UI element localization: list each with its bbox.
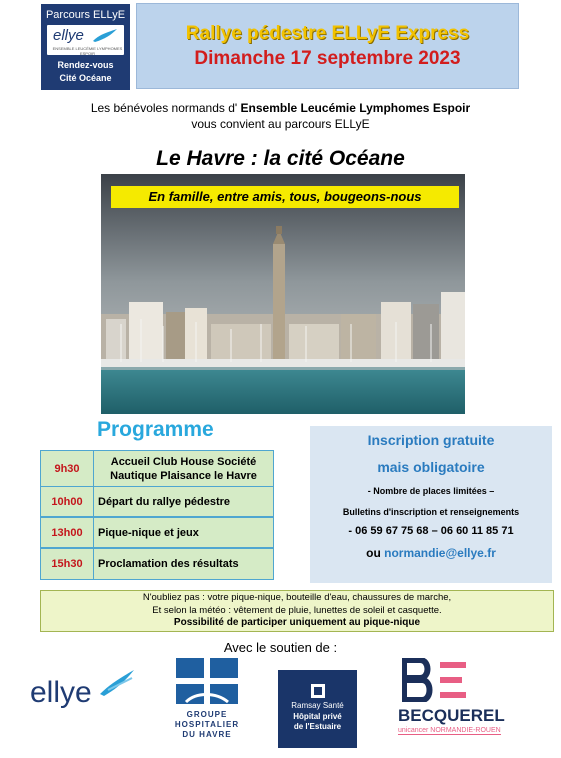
- phone-numbers: - 06 59 67 75 68 – 06 60 11 85 71: [348, 525, 514, 537]
- email-line: [310, 546, 552, 560]
- notes-line-2: Et selon la météo : vêtement de pluie, lunettes de soleil et casquette.: [152, 604, 442, 616]
- intro-prefix: Les bénévoles normands d': [90, 101, 241, 115]
- association-name: Ensemble Leucémie Lymphomes Espoir: [240, 101, 471, 115]
- ramsay-sante-logo: [278, 670, 357, 748]
- notes-line-3: Possibilité de participer uniquement au pique-nique: [173, 617, 421, 628]
- programme-label: Accueil Club House Société Nautique Plaisance le Havre: [110, 455, 257, 482]
- inscription-box: [310, 426, 552, 583]
- becquerel-subline: unicancer NORMANDIE-ROUEN: [398, 727, 501, 734]
- ghh-mark-icon: [176, 658, 238, 704]
- city-title: Le Havre : la cité Océane: [156, 147, 405, 170]
- inscription-title-2: mais obligatoire: [377, 459, 485, 475]
- ramsay-square-icon: [311, 684, 325, 698]
- programme-row: [40, 517, 274, 548]
- ghh-line-1: GROUPE: [186, 710, 228, 719]
- programme-row: [40, 548, 274, 580]
- programme-time: 9h30: [41, 451, 94, 486]
- ramsay-hospital-line-2: de l'Estuaire: [293, 721, 342, 731]
- programme-label: Pique-nique et jeux: [98, 526, 199, 539]
- support-title: Avec le soutien de :: [223, 640, 338, 655]
- brand-block: [41, 4, 130, 90]
- programme-label: Proclamation des résultats: [98, 558, 239, 570]
- event-title: Rallye pédestre ELLyE Express: [185, 23, 470, 44]
- programme-label: Départ du rallye pédestre: [98, 495, 231, 508]
- email-link[interactable]: normandie@ellye.fr: [384, 546, 496, 560]
- groupe-hospitalier-logo: [168, 658, 246, 756]
- brand-line-1: Rendez-vous: [57, 60, 114, 70]
- ghh-line-3: DU HAVRE: [182, 730, 232, 739]
- ellye-logo-word: ellye: [53, 27, 84, 44]
- event-date: Dimanche 17 septembre 2023: [194, 48, 461, 69]
- ramsay-hospital-line-1: Hôpital privé: [293, 712, 342, 721]
- ellye-sponsor-logo: [30, 668, 135, 714]
- bird-icon: [98, 668, 136, 698]
- email-prefix: ou: [366, 546, 385, 560]
- ghh-line-2: HOSPITALIER: [174, 720, 240, 729]
- programme-time: 13h00: [41, 518, 94, 547]
- programme-title: Programme: [97, 418, 214, 441]
- intro-line-1: [0, 101, 561, 115]
- slogan-banner: En famille, entre amis, tous, bougeons-nous: [111, 186, 459, 208]
- ramsay-name: Ramsay Santé: [291, 701, 344, 710]
- brand-line-2: Cité Océane: [59, 73, 112, 83]
- notes-line-1: N'oubliez pas : votre pique-nique, bouteille d'eau, chaussures de marche,: [142, 592, 452, 603]
- reminder-notes: [40, 590, 554, 632]
- intro-line-2: vous convient au parcours ELLyE: [191, 117, 370, 131]
- ellye-logo: [47, 25, 124, 55]
- becquerel-name: BECQUEREL: [398, 706, 505, 725]
- programme-time: 15h30: [41, 549, 94, 579]
- event-title-box: [136, 3, 519, 89]
- programme-time: 10h00: [41, 487, 94, 516]
- programme-row: [40, 486, 274, 517]
- places-limited-note: - Nombre de places limitées –: [367, 486, 495, 496]
- programme-row: [40, 450, 274, 487]
- ellye-sponsor-word: ellye: [30, 676, 92, 709]
- bulletins-note: Bulletins d'inscription et renseignements: [342, 507, 520, 517]
- becquerel-logo: [398, 658, 522, 748]
- ellye-logo-tagline: ENSEMBLE LEUCÉMIE LYMPHOMES ESPOIR: [52, 46, 123, 56]
- bird-icon: [91, 27, 119, 43]
- inscription-title-1: Inscription gratuite: [367, 432, 495, 448]
- be-mark-icon: [402, 658, 472, 702]
- le-havre-harbour-photo: [101, 174, 465, 414]
- brand-top-label: Parcours ELLyE: [45, 9, 126, 21]
